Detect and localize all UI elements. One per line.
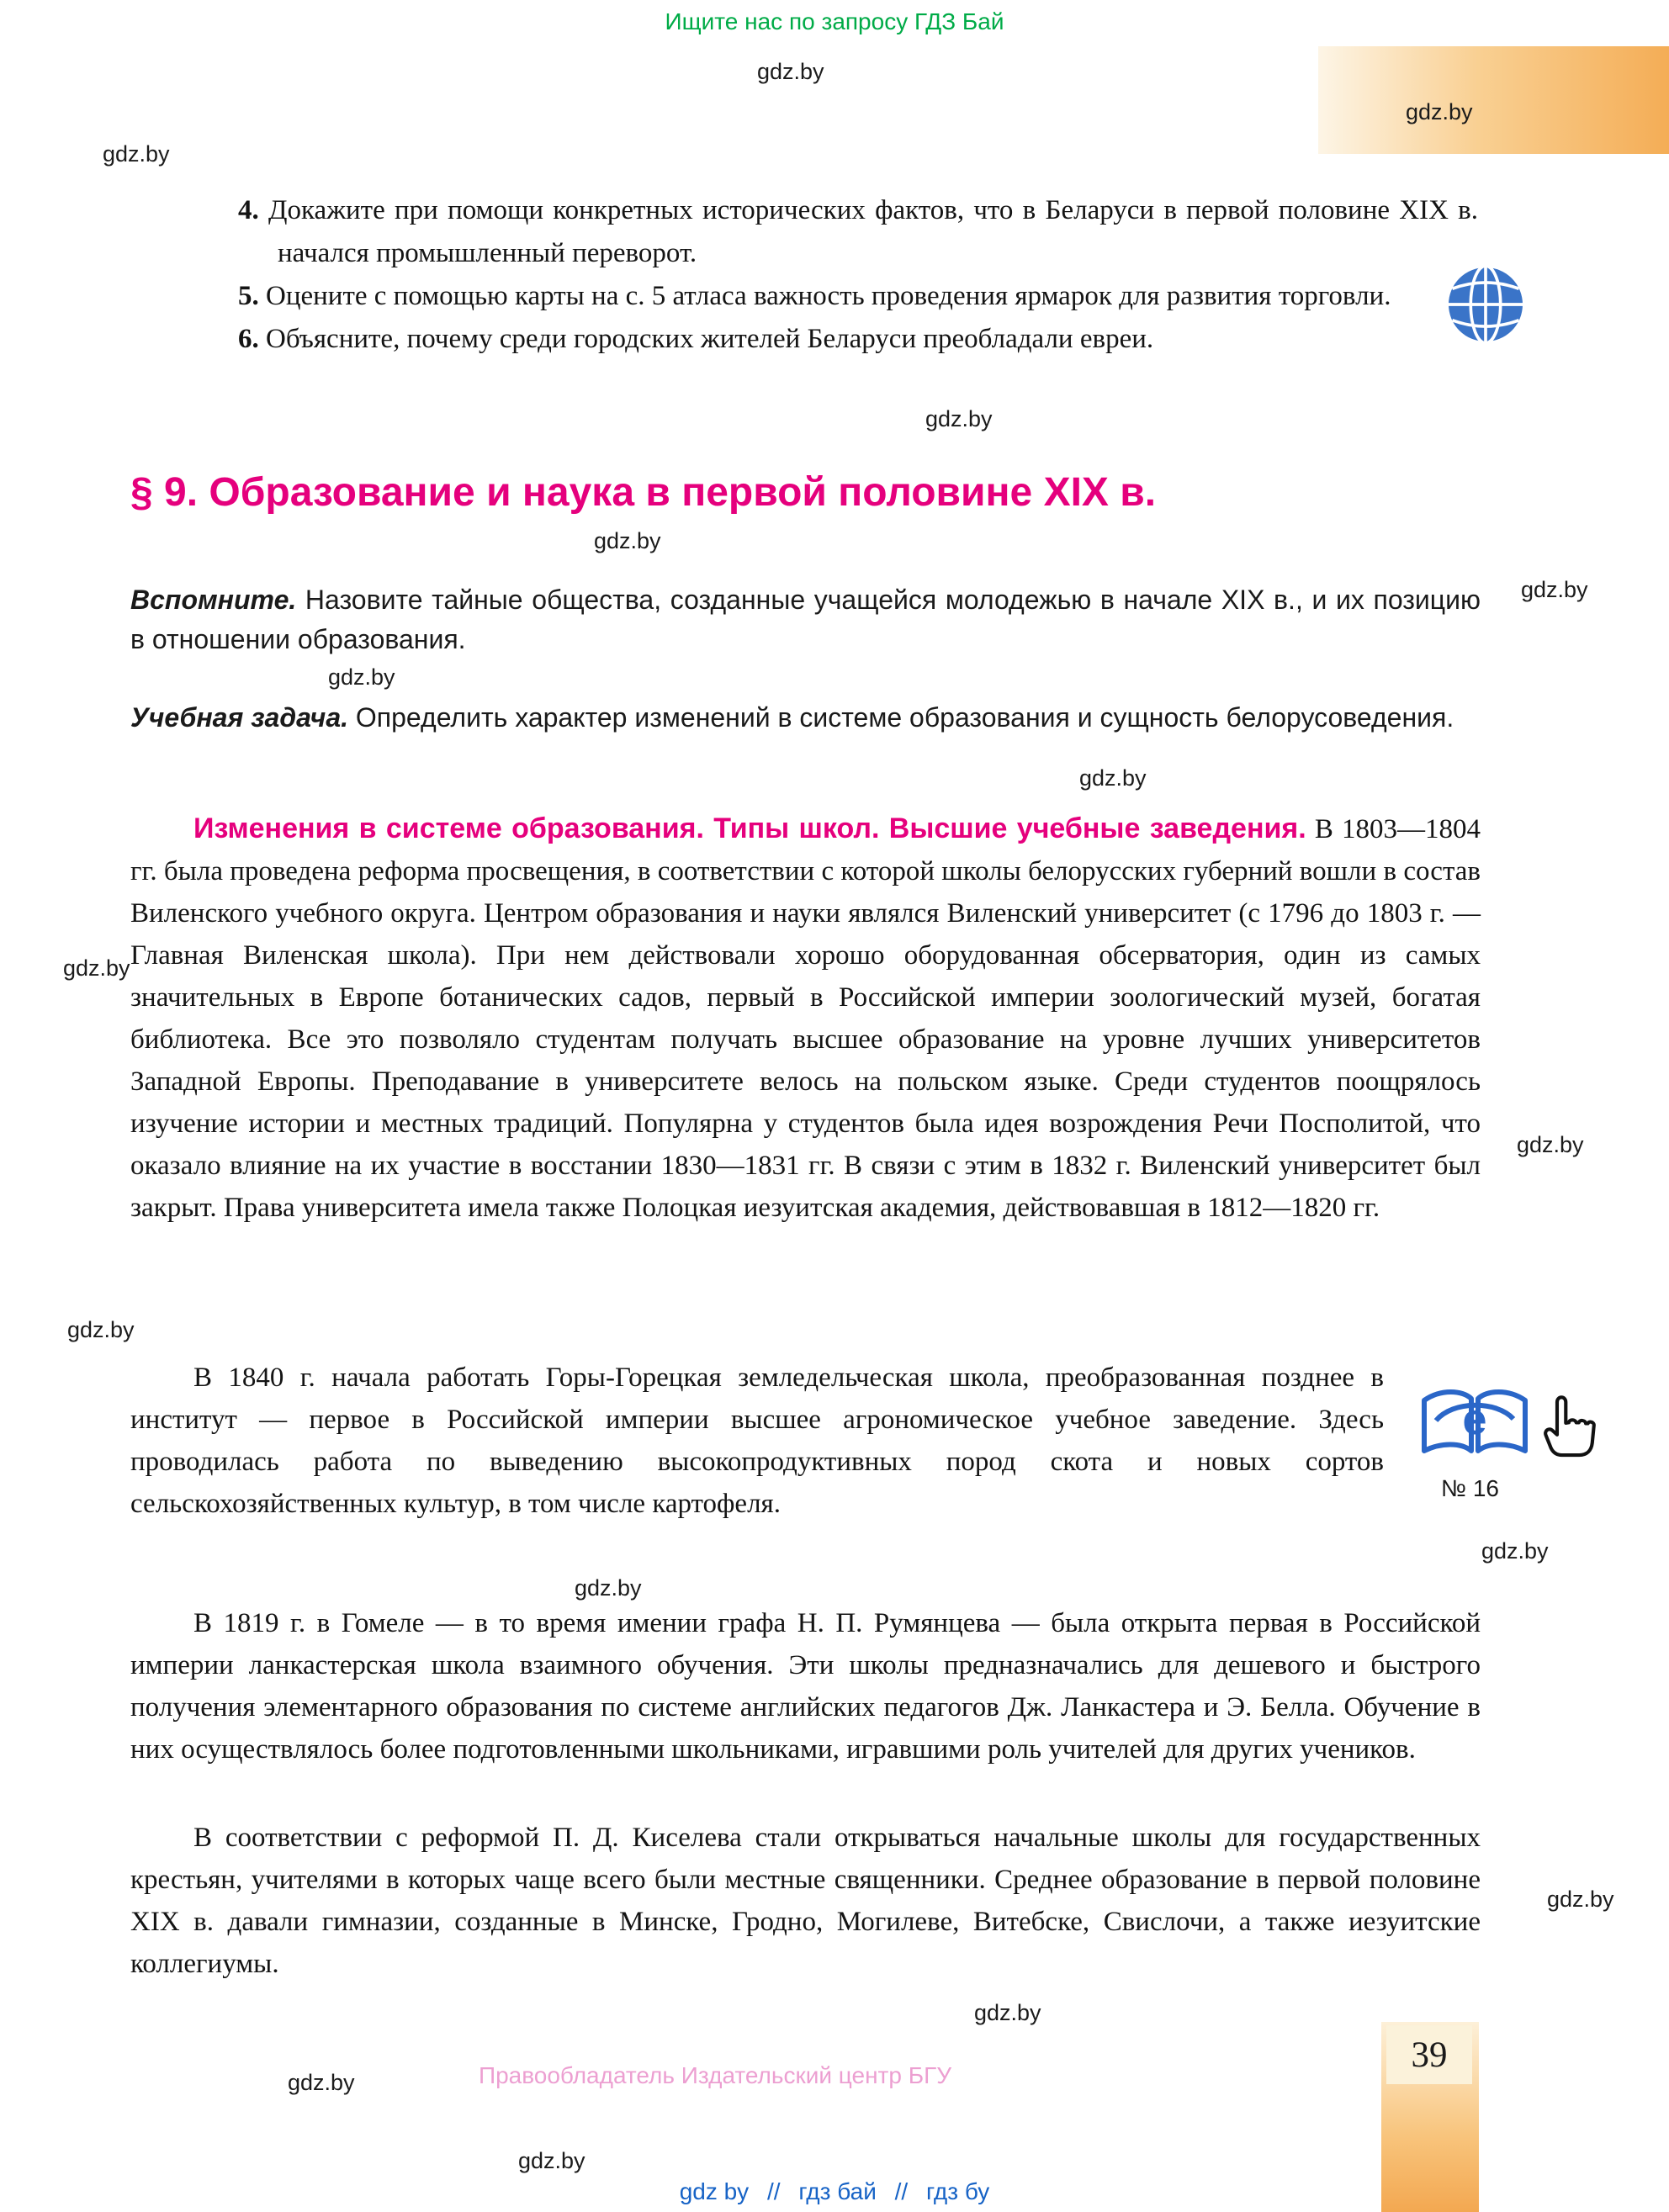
globe-icon — [1444, 262, 1528, 347]
figure-block — [1416, 1380, 1669, 1574]
watermark: gdz.by — [594, 528, 661, 553]
question-4-number: 4. — [238, 195, 259, 225]
link-gdz-by[interactable]: gdz by — [679, 2178, 750, 2204]
question-6-number: 6. — [238, 324, 259, 354]
watermark: gdz.by — [67, 1317, 135, 1342]
watermark: gdz.by — [103, 141, 170, 167]
question-4 — [238, 189, 1478, 275]
paragraph-4 — [130, 1817, 1481, 1985]
paragraph-2-text: В 1840 г. начала работать Горы-Горецкая земледельческая школа, преобразованная позднее в институт — первое в Российской империи высшее агрономическое учебное заведение. Здесь проводилась работа по выведению высокопродуктивных пород скота и новых сортов сельскохозяйственных культур, в том числе картофеля. — [130, 1363, 1384, 1519]
remember-label: Вспомните. — [130, 585, 297, 615]
top-banner-text: Ищите нас по запросу ГДЗ Бай — [665, 8, 1004, 34]
paragraph-3 — [130, 1602, 1481, 1770]
section-heading: § 9. Образование и наука в первой половине XIX в. — [130, 470, 1157, 515]
remember-paragraph — [130, 580, 1481, 659]
question-5-number: 5. — [238, 281, 259, 311]
watermark: gdz.by — [1481, 1538, 1549, 1564]
watermark: gdz.by — [288, 2070, 355, 2095]
watermark: gdz.by — [1406, 99, 1473, 124]
watermark: gdz.by — [1547, 1887, 1614, 1912]
link-separator: // — [894, 2178, 909, 2204]
paragraph-2 — [130, 1357, 1549, 1564]
watermark: gdz.by — [757, 59, 824, 84]
link-separator: // — [766, 2178, 781, 2204]
watermark: gdz.by — [328, 664, 395, 690]
task-paragraph — [130, 698, 1481, 738]
watermark: gdz.by — [518, 2148, 585, 2173]
paragraph-4-text: В соответствии с реформой П. Д. Киселева стали открываться начальные школы для государственных крестьян, учителями в которых чаще всего были местные священники. Среднее образование в первой половине XIX в. давали гимназии, созданные в Минске, Гродно, Могилеве, Витебске, Свислочи, а также иезуитские коллегиумы. — [130, 1823, 1481, 1979]
watermark: gdz.by — [1521, 577, 1588, 602]
paragraph-1-text: В 1803—1804 гг. была проведена реформа просвещения, в соответствии с которой школы белорусских губерний вошли в состав Виленского учебного округа. Центром образования и науки являлся Виленский университет (с 1796 до 1803 г. — Главная Виленская школа). При нем действовали хорошо оборудованная обсерватория, один из самых значительных в Европе ботанических садов, первый в Российской империи зоологический музей, богатая библиотека. Все это позволяло студентам получать высшее образование на уровне лучших университетов Западной Европы. Преподавание в университете велось на польском языке. Среди студентов поощрялось изучение истории и местных традиций. Популярна у студентов была идея возрождения Речи Посполитой, что оказало влияние на их участие в восстании 1830—1831 гг. В связи с этим в 1832 г. Виленский университет был закрыт. Права университета имела также Полоцкая иезуитская академия, действовавшая в 1812—1820 гг. — [130, 814, 1481, 1223]
watermark: gdz.by — [925, 406, 993, 431]
paragraph-1 — [130, 807, 1481, 1229]
watermark: gdz.by — [1517, 1132, 1584, 1157]
task-label: Учебная задача. — [130, 702, 349, 733]
question-6 — [238, 318, 1478, 361]
paragraph-3-text: В 1819 г. в Гомеле — в то время имении графа Н. П. Румянцева — была открыта первая в Российской империи ланкастерская школа взаимного обучения. Эти школы предназначались для дешевого и быстрого получения элементарного образования по системе английских педагогов Дж. Ланкастера и Э. Белла. Обучение в них осуществлялось более подготовленными школьниками, игравшими роль учителей для других учеников. — [130, 1608, 1481, 1765]
watermark: gdz.by — [575, 1575, 642, 1601]
question-6-text: Объясните, почему среди городских жителей Беларуси преобладали евреи. — [266, 324, 1154, 354]
question-5 — [238, 275, 1478, 318]
remember-text: Назовите тайные общества, созданные учащейся молодежью в начале XIX в., и их позицию в отношении образования. — [130, 585, 1481, 654]
link-gdz-bu[interactable]: гдз бу — [925, 2178, 990, 2204]
task-text: Определить характер изменений в системе образования и сущность белорусоведения. — [355, 702, 1454, 733]
watermark: gdz.by — [1079, 765, 1147, 791]
page-number: 39 — [1386, 2025, 1472, 2084]
top-right-decoration — [1318, 46, 1669, 154]
svg-text:e: e — [1462, 1395, 1487, 1444]
hand-cursor-icon — [1544, 1392, 1599, 1471]
questions-block — [238, 189, 1478, 361]
watermark: gdz.by — [974, 2000, 1041, 2025]
watermark: gdz.by — [63, 955, 130, 981]
internet-book-icon — [1416, 1380, 1534, 1476]
copyright-text: Правообладатель Издательский центр БГУ — [478, 2062, 952, 2088]
question-4-text: Докажите при помощи конкретных исторических фактов, что в Беларуси в первой половине XIX в. начался промышленный переворот. — [268, 195, 1478, 268]
question-5-text: Оцените с помощью карты на с. 5 атласа важность проведения ярмарок для развития торговли. — [266, 281, 1391, 311]
subheading: Изменения в системе образования. Типы школ. Высшие учебные заведения. — [193, 812, 1306, 844]
figure-number-label: № 16 — [1441, 1475, 1499, 1501]
link-gdz-bai[interactable]: гдз бай — [798, 2178, 877, 2204]
